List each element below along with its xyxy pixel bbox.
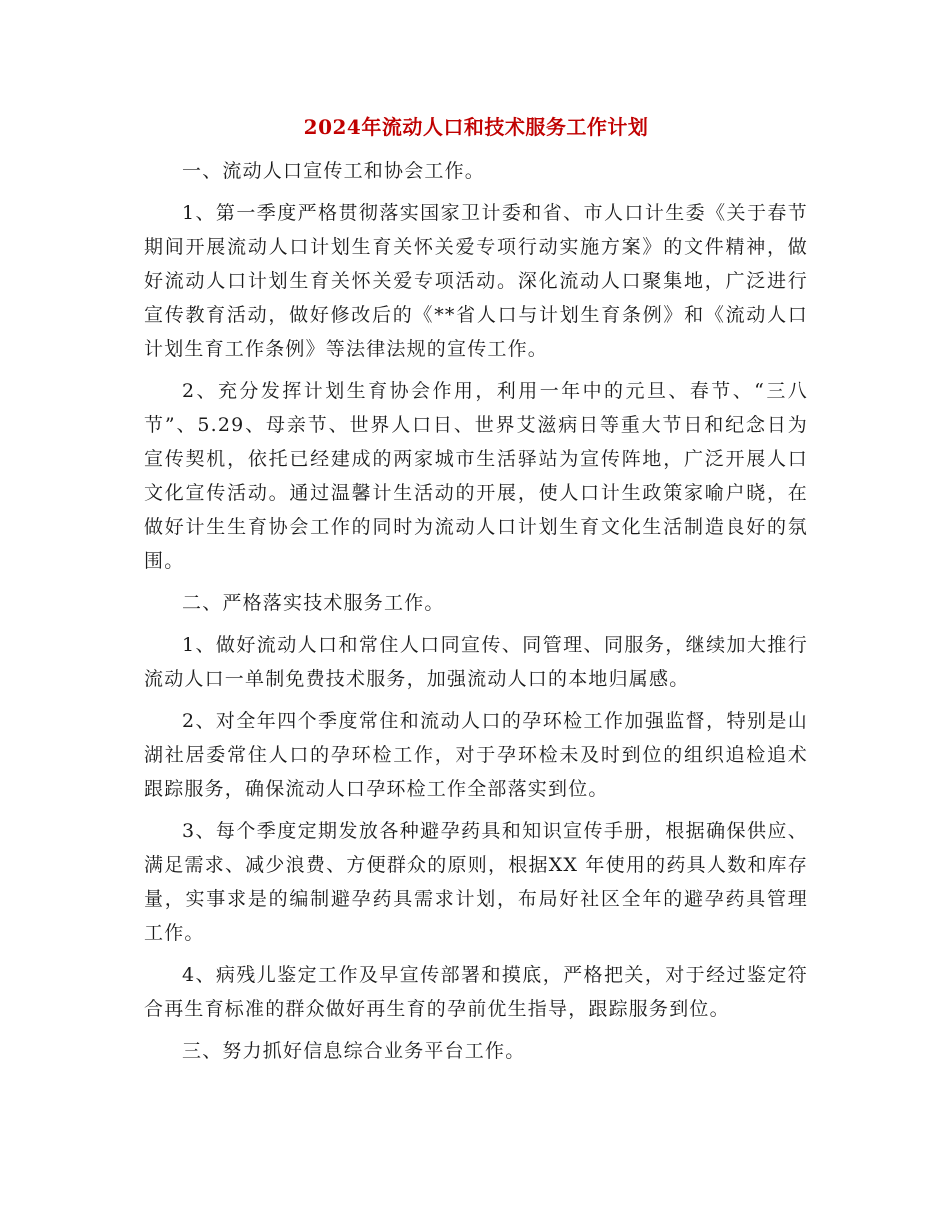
- document-title: 2024年流动人口和技术服务工作计划: [303, 115, 649, 139]
- paragraph-2-4: 4、病残儿鉴定工作及早宣传部署和摸底，严格把关，对于经过鉴定符合再生育标准的群众做好再生育的孕前优生指导，跟踪服务到位。: [144, 964, 808, 1020]
- paragraph-1-1: 1、第一季度严格贯彻落实国家卫计委和省、市人口计生委《关于春节期间开展流动人口计划生育关怀关爱专项行动实施方案》的文件精神，做好流动人口计划生育关怀关爱专项活动。深化流动人口聚集地，广泛进行宣传教育活动，做好修改后的《**省人口与计划生育条例》和《流动人口计划生育工作条例》等法律法规的宣传工作。: [144, 202, 808, 360]
- document-page: [144, 112, 808, 1076]
- section-heading-3: 三、努力抓好信息综合业务平台工作。: [182, 1040, 526, 1062]
- section-heading-1: 一、流动人口宣传工和协会工作。: [182, 160, 486, 182]
- paragraph-2-1: 1、做好流动人口和常住人口同宣传、同管理、同服务，继续加大推行流动人口一单制免费技术服务，加强流动人口的本地归属感。: [144, 634, 808, 690]
- paragraph-2-2: 2、对全年四个季度常住和流动人口的孕环检工作加强监督，特别是山湖社居委常住人口的孕环检工作，对于孕环检未及时到位的组织追检追术跟踪服务，确保流动人口孕环检工作全部落实到位。: [144, 710, 808, 800]
- paragraph-2-3: 3、每个季度定期发放各种避孕药具和知识宣传手册，根据确保供应、满足需求、减少浪费、方便群众的原则，根据XX 年使用的药具人数和库存量，实事求是的编制避孕药具需求计划，布局好社区全年的避孕药具管理工作。: [144, 820, 808, 944]
- section-heading-2: 二、严格落实技术服务工作。: [182, 592, 445, 614]
- paragraph-1-2: 2、充分发挥计划生育协会作用，利用一年中的元旦、春节、“三八节”、5.29、母亲节、世界人口日、世界艾滋病日等重大节日和纪念日为宣传契机，依托已经建成的两家城市生活驿站为宣传阵地，广泛开展人口文化宣传活动。通过温馨计生活动的开展，使人口计生政策家喻户晓，在做好计生生育协会工作的同时为流动人口计划生育文化生活制造良好的氛围。: [144, 380, 808, 572]
